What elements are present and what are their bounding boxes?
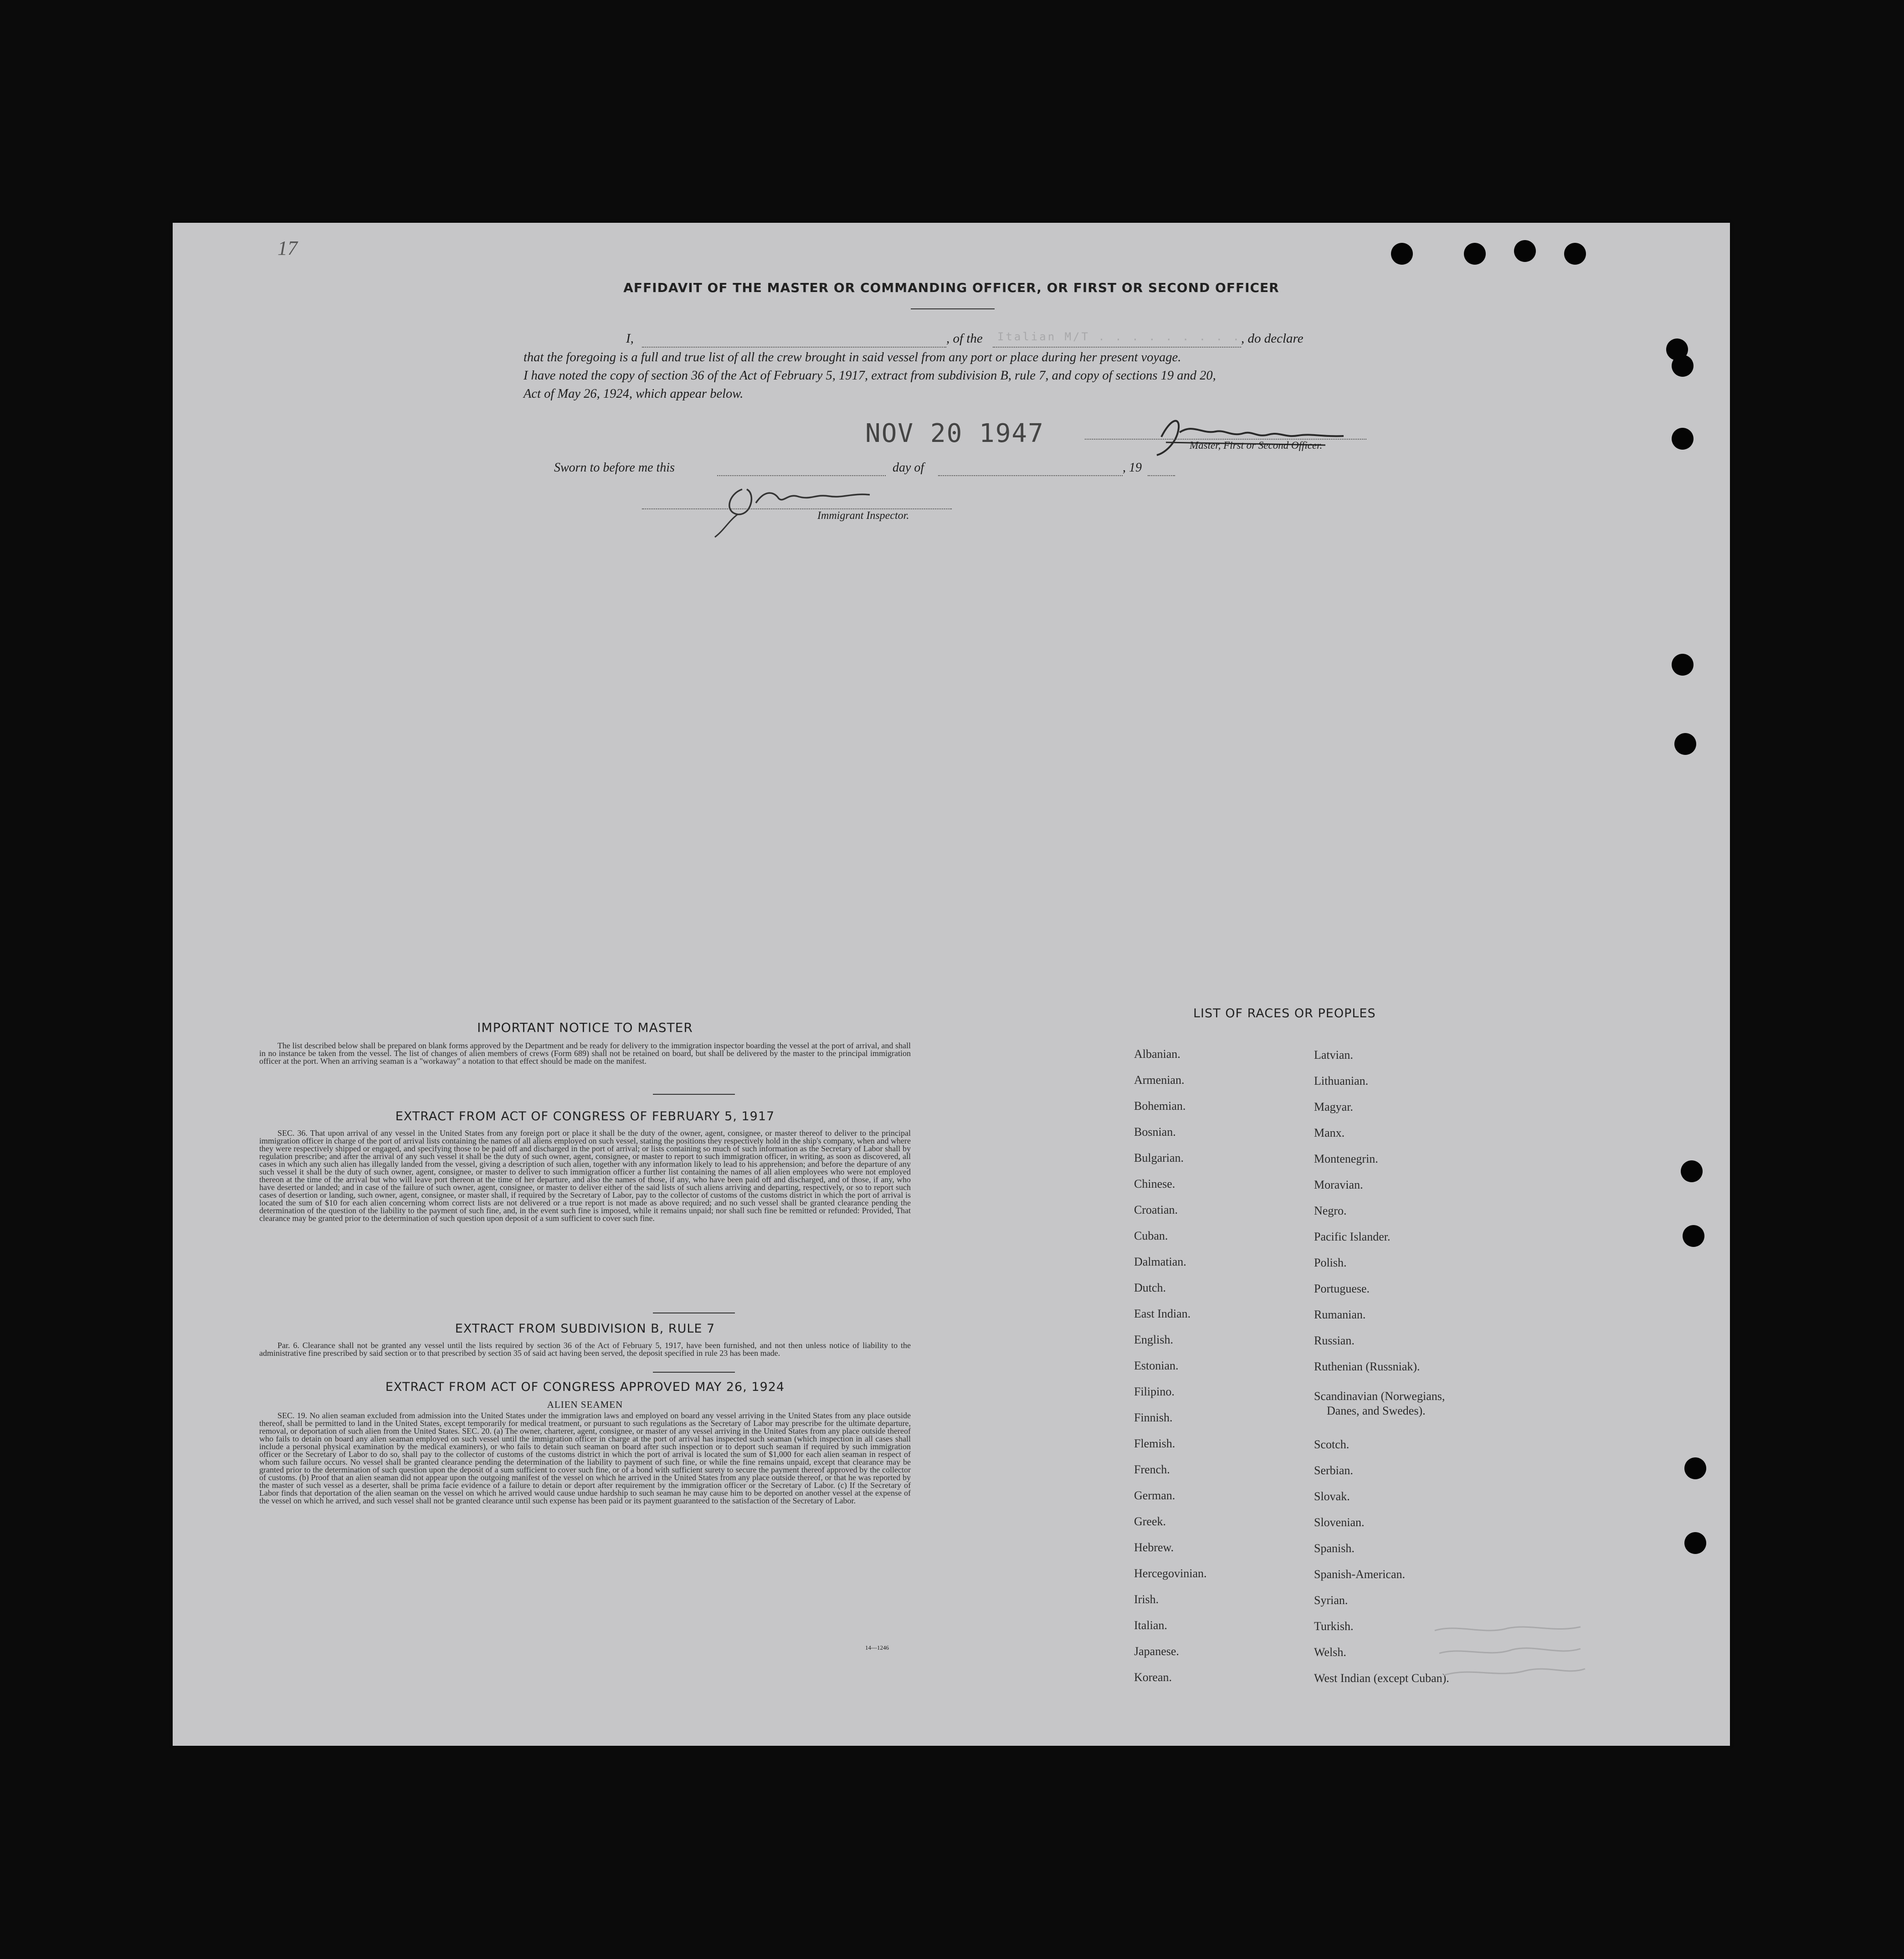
race-item: Chinese. — [1134, 1177, 1175, 1190]
race-item: Manx. — [1314, 1126, 1345, 1139]
extract1-text: SEC. 36. That upon arrival of any vessel in the United States from any foreign port or place it shall be the duty of the owner, agent, consignee, or master thereof to deliver to the principal immigration officer in charge of the port of arrival lists containing the names of all aliens employed on such vessel, stating the positions they respectively hold in the ship's company, when and where they were respectively shipped or engaged, and specifying those to be paid off and discharged in the port of arrival; or lists containing so much of such information as the Secretary of Labor shall by regulation prescribe; and after the arrival of any such vessel it shall be the duty of such owner, agent, consignee, or master to report to such immigration officer, in writing, as soon as discovered, all cases in which any such alien has illegally landed from the vessel, giving a description of such alien, together with any information likely to lead to his apprehension; and before the departure of any such vessel it shall be the duty of such owner, agent, consignee, or master to deliver to such immigration officer a further list containing the names of all alien employees who were not employed thereon at the time of the arrival but who will leave port thereon at the time of her departure, and also the names of those, if any, who have been paid off and discharged, and of those, if any, who have deserted or landed; and in case of the failure of such owner, agent, consignee, or master to deliver either of the said lists of such aliens arriving and departing, respectively, or so to report such cases of desertion or landing, such owner, agent, consignee, or master shall, if required by the Secretary of Labor, pay to the collector of customs of the customs district in which the port of arrival is located the sum of $10 for each alien concerning whom correct lists are not delivered or a true report is not made as above required; and no such vessel shall be granted clearance pending the determination of the question of the liability to the payment of such fine, and, in the event such fine is imposed, while it remains unpaid; nor shall such fine be remitted or refunded: Provided, That clearance may be granted prior to the determination of such question upon deposit of a sum sufficient to cover such fine. — [259, 1128, 911, 1223]
race-item: Italian. — [1134, 1619, 1167, 1632]
extract1-title: EXTRACT FROM ACT OF CONGRESS OF FEBRUARY 5, 1917 — [395, 1109, 775, 1123]
race-item: Moravian. — [1314, 1178, 1363, 1191]
race-item: Polish. — [1314, 1256, 1347, 1269]
race-item: Montenegrin. — [1314, 1152, 1378, 1165]
race-item: Scotch. — [1314, 1438, 1350, 1451]
affidavit-of-the: , of the — [946, 331, 983, 346]
extract2-title: EXTRACT FROM SUBDIVISION B, RULE 7 — [455, 1322, 715, 1336]
punch-hole-icon — [1672, 355, 1694, 377]
punch-hole-icon — [1564, 243, 1586, 265]
race-item: Russian. — [1314, 1334, 1355, 1347]
form-sheet — [173, 223, 1730, 1746]
sworn-month-blank — [938, 475, 1123, 476]
affidavit-i: I, — [626, 331, 634, 346]
vessel-blank — [993, 347, 1241, 348]
race-item: Portuguese. — [1314, 1282, 1370, 1295]
race-item: Japanese. — [1134, 1645, 1179, 1658]
race-item: Magyar. — [1314, 1100, 1353, 1113]
race-item: Serbian. — [1314, 1464, 1353, 1477]
affidavit-line-2: that the foregoing is a full and true list of all the crew brought in said vessel from any port or place during her present voyage. — [523, 350, 1181, 364]
extract3-subtitle: ALIEN SEAMEN — [547, 1399, 623, 1410]
extract3-title: EXTRACT FROM ACT OF CONGRESS APPROVED MAY 26, 1924 — [385, 1380, 785, 1394]
race-item: French. — [1134, 1463, 1170, 1476]
title-divider — [911, 308, 995, 309]
race-item: Irish. — [1134, 1593, 1159, 1606]
race-item: Estonian. — [1134, 1359, 1179, 1372]
race-item: Bulgarian. — [1134, 1151, 1184, 1164]
race-item: German. — [1134, 1489, 1175, 1502]
race-item: English. — [1134, 1333, 1173, 1346]
race-item: Cuban. — [1134, 1229, 1168, 1242]
race-item: Croatian. — [1134, 1203, 1178, 1216]
race-item: Hebrew. — [1134, 1541, 1174, 1554]
race-item: Finnish. — [1134, 1411, 1173, 1424]
race-item: Ruthenian (Russniak). — [1314, 1360, 1420, 1373]
race-item: Hercegovinian. — [1134, 1567, 1207, 1580]
race-item: Korean. — [1134, 1671, 1172, 1684]
sworn-prefix: Sworn to before me this — [554, 461, 675, 475]
punch-hole-icon — [1672, 654, 1694, 676]
race-item: West Indian (except Cuban). — [1314, 1672, 1449, 1685]
race-item: Bosnian. — [1134, 1125, 1176, 1138]
punch-hole-icon — [1681, 1160, 1703, 1182]
race-item: Turkish. — [1314, 1620, 1354, 1633]
race-item: Slovenian. — [1314, 1516, 1365, 1529]
affidavit-line-4: Act of May 26, 1924, which appear below. — [523, 387, 744, 401]
race-item: Albanian. — [1134, 1047, 1180, 1061]
race-item: Lithuanian. — [1314, 1074, 1369, 1087]
race-item: Negro. — [1314, 1204, 1347, 1217]
master-signature — [1152, 410, 1362, 460]
affidavit-declare: , do declare — [1241, 331, 1304, 346]
race-item: Pacific Islander. — [1314, 1230, 1391, 1243]
sworn-year-blank — [1148, 475, 1175, 476]
punch-hole-icon — [1683, 1225, 1704, 1247]
race-item: Spanish. — [1314, 1542, 1355, 1555]
pencil-scrawl — [1430, 1621, 1594, 1685]
sworn-year: , 19 — [1123, 461, 1142, 475]
race-item: Danes, and Swedes). — [1327, 1404, 1426, 1417]
inspector-signature-line — [642, 508, 952, 509]
name-blank — [642, 347, 946, 348]
master-caption: Master, First or Second Officer. — [1190, 440, 1323, 451]
affidavit-line-3: I have noted the copy of section 36 of the Act of February 5, 1917, extract from subdivision B, rule 7, and copy of sections 19 and 20, — [523, 369, 1216, 383]
punch-hole-icon — [1684, 1457, 1706, 1479]
extract3-text: SEC. 19. No alien seaman excluded from admission into the United States under the immigration laws and employed on board any vessel arriving in the United States from any place outside thereof, shall be permitted to land in the United States, except temporarily for medical treatment, or pursuant to such regulations as the Secretary of Labor may prescribe for the ultimate departure, removal, or deportation of such alien from the United States. SEC. 20. (a) The owner, charterer, agent, consignee, or master of any vessel arriving in the United States from any place outside thereof who fails to detain on board any alien seaman employed on such vessel until the immigration officer in charge at the port of arrival has inspected such seaman (which inspection in all cases shall include a personal physical examination by the medical examiners), or who fails to detain such seaman on board after such inspection or to deport such seaman if required by such immigration officer or the Secretary of Labor to do so, shall pay to the collector of customs of the customs district in which the port of arrival is located the sum of $1,000 for each alien seaman in respect of whom such failure occurs. No vessel shall be granted clearance pending the determination of the liability to payment of such fine, or while the fine remains unpaid, except that clearance may be granted prior to the determination of such question upon the deposit of a sum sufficient to cover such fine, or of a bond with sufficient surety to secure the payment thereof approved by the collector of customs. (b) Proof that an alien seaman did not appear upon the outgoing manifest of the vessel on which he arrived in the United States from any place outside thereof, or that he was reported by the master of such vessel as a deserter, shall be prima facie evidence of a failure to detain or deport after requirement by the immigration officer or the Secretary of Labor. (c) If the Secretary of Labor finds that deportation of the alien seaman on the vessel on which he arrived would cause undue hardship to such seaman he may cause him to be deported on another vessel at the expense of the vessel on which he arrived, and such vessel shall not be granted clearance until such expense has been paid or its payment guaranteed to the satisfaction of the Secretary of Labor. — [259, 1411, 911, 1505]
race-item: Latvian. — [1314, 1048, 1353, 1062]
race-item: Slovak. — [1314, 1490, 1350, 1503]
race-item: Rumanian. — [1314, 1308, 1366, 1321]
punch-hole-icon — [1684, 1532, 1706, 1554]
form-number: 14—1246 — [865, 1644, 889, 1651]
notice-text: The list described below shall be prepared on blank forms approved by the Department and be ready for delivery to the immigration inspector boarding the vessel at the port of arrival, and shall in no instance be taken from the vessel. The list of changes of alien members of crews (Form 689) shall not be retained on board, but shall be delivered by the master to the principal immigration officer at the port. When an arriving seaman is a "workaway" a notation to that effect should be made on the manifest. — [259, 1041, 911, 1066]
notice-divider — [653, 1094, 735, 1095]
race-item: Filipino. — [1134, 1385, 1175, 1398]
inspector-caption: Immigrant Inspector. — [817, 510, 909, 522]
race-item: Spanish-American. — [1314, 1568, 1406, 1581]
punch-hole-icon — [1391, 243, 1413, 265]
extract2-divider — [653, 1372, 735, 1373]
race-item: Dutch. — [1134, 1281, 1166, 1294]
corner-mark: 17 — [277, 237, 298, 259]
notice-title: IMPORTANT NOTICE TO MASTER — [477, 1020, 693, 1035]
race-item: Flemish. — [1134, 1437, 1175, 1450]
punch-hole-icon — [1464, 243, 1486, 265]
inspector-signature — [706, 476, 902, 539]
sworn-day-of: day of — [893, 461, 924, 475]
punch-hole-icon — [1674, 733, 1696, 755]
extract2-text: Par. 6. Clearance shall not be granted any vessel until the lists required by section 36 of the Act of February 5, 1917, have been furnished, and not then unless notice of liability to the administrative fine prescribed by said section or to that prescribed by section 35 of said act having been served, the deposit specified in rule 23 has been made. — [259, 1341, 911, 1358]
race-item: Scandinavian (Norwegians, — [1314, 1390, 1445, 1403]
races-title: LIST OF RACES OR PEOPLES — [1193, 1006, 1376, 1021]
race-item: Dalmatian. — [1134, 1255, 1186, 1268]
date-stamp: NOV 20 1947 — [865, 419, 1044, 448]
race-item: Bohemian. — [1134, 1099, 1186, 1113]
race-item: Armenian. — [1134, 1073, 1185, 1087]
punch-hole-icon — [1514, 240, 1536, 262]
race-item: Syrian. — [1314, 1594, 1348, 1607]
affidavit-title: AFFIDAVIT OF THE MASTER OR COMMANDING OFFICER, OR FIRST OR SECOND OFFICER — [623, 280, 1279, 295]
punch-hole-icon — [1672, 428, 1694, 450]
race-item: Welsh. — [1314, 1646, 1346, 1659]
race-item: East Indian. — [1134, 1307, 1191, 1320]
race-item: Greek. — [1134, 1515, 1166, 1528]
vessel-name: Italian M/T . . . . . . . . . — [997, 330, 1242, 343]
